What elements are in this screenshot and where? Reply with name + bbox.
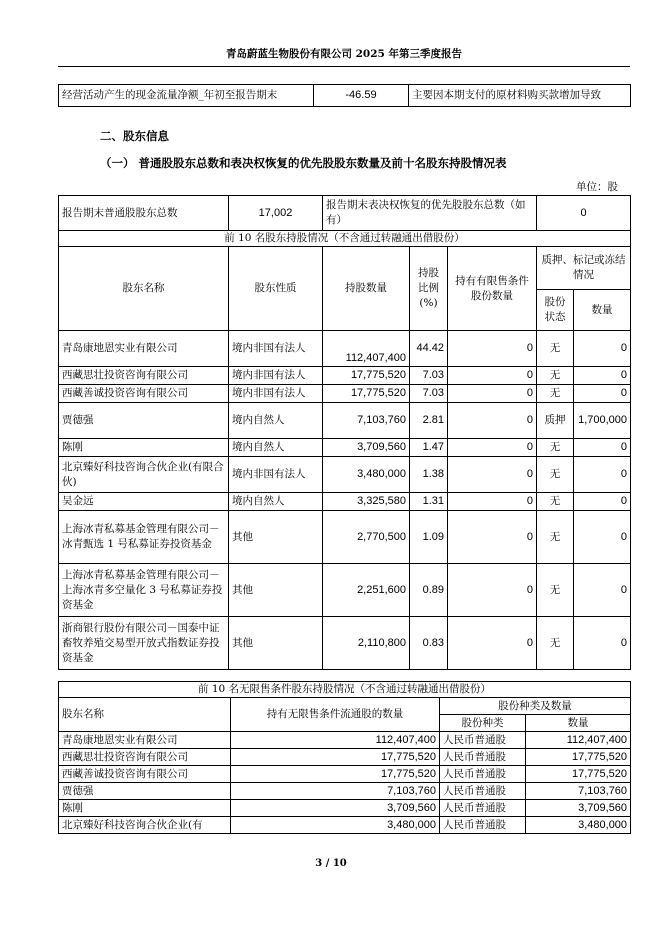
holding-qty-cell: 112,407,400 bbox=[323, 331, 410, 367]
section-subtitle: （一） 普通股股东总数和表决权恢复的优先股股东数量及前十名股东持股情况表 bbox=[100, 156, 507, 170]
table-row bbox=[59, 457, 631, 493]
restricted-qty-cell: 0 bbox=[448, 439, 537, 457]
table-row bbox=[59, 817, 631, 834]
page-number: 3 / 10 bbox=[315, 858, 347, 869]
restricted-qty-cell: 0 bbox=[448, 403, 537, 439]
shareholder-nature-cell: 境内非国有法人 bbox=[229, 331, 323, 367]
section-title: 二、股东信息 bbox=[100, 129, 169, 143]
col-qty-header: 持股数量 bbox=[323, 247, 410, 331]
pledge-status-cell: 无 bbox=[537, 493, 574, 511]
u-share-type-cell: 人民币普通股 bbox=[440, 783, 526, 800]
u-share-count-cell: 17,775,520 bbox=[526, 749, 631, 766]
restricted-qty-cell: 0 bbox=[448, 564, 537, 617]
unit-label: 单位：股 bbox=[576, 181, 618, 193]
restricted-qty-cell: 0 bbox=[448, 617, 537, 670]
unrestricted-shareholders-table bbox=[58, 681, 631, 834]
restricted-qty-cell: 0 bbox=[448, 511, 537, 564]
holding-ratio-cell: 44.42 bbox=[410, 331, 448, 367]
table-row bbox=[59, 439, 631, 457]
shareholder-nature-cell: 境内自然人 bbox=[229, 493, 323, 511]
shareholder-nature-cell: 境内自然人 bbox=[229, 439, 323, 457]
u-col-count-header: 数量 bbox=[526, 715, 631, 732]
holding-qty-cell: 2,251,600 bbox=[323, 564, 410, 617]
caption-row bbox=[59, 231, 631, 247]
table-row bbox=[59, 800, 631, 817]
table-row bbox=[59, 85, 631, 107]
holding-ratio-cell: 7.03 bbox=[410, 367, 448, 385]
u-shareholder-name-cell: 西藏思壮投资咨询有限公司 bbox=[59, 749, 231, 766]
pledge-status-cell: 无 bbox=[537, 385, 574, 403]
u-share-type-cell: 人民币普通股 bbox=[440, 800, 526, 817]
shareholder-nature-cell: 其他 bbox=[229, 564, 323, 617]
pref-holders-label: 报告期末表决权恢复的优先股股东总数（如有） bbox=[323, 196, 537, 231]
u-share-type-cell: 人民币普通股 bbox=[440, 732, 526, 749]
col-count-header: 数量 bbox=[574, 290, 631, 331]
table-row bbox=[59, 331, 631, 367]
holding-qty-cell: 3,480,000 bbox=[323, 457, 410, 493]
pledge-count-cell: 0 bbox=[574, 617, 631, 670]
table-row bbox=[59, 783, 631, 800]
shareholder-nature-cell: 其他 bbox=[229, 617, 323, 670]
u-share-count-cell: 17,775,520 bbox=[526, 766, 631, 783]
shareholder-name-cell: 浙商银行股份有限公司－国泰中证畜牧养殖交易型开放式指数证券投资基金 bbox=[59, 617, 229, 670]
u-share-type-cell: 人民币普通股 bbox=[440, 766, 526, 783]
holding-qty-cell: 3,709,560 bbox=[323, 439, 410, 457]
pref-holders-value: 0 bbox=[537, 196, 631, 231]
u-col-type-header: 股份种类 bbox=[440, 715, 526, 732]
holding-ratio-cell: 2.81 bbox=[410, 403, 448, 439]
pledge-count-cell: 0 bbox=[574, 331, 631, 367]
u-share-count-cell: 112,407,400 bbox=[526, 732, 631, 749]
table-row bbox=[59, 732, 631, 749]
holding-qty-cell: 2,110,800 bbox=[323, 617, 410, 670]
restricted-qty-cell: 0 bbox=[448, 385, 537, 403]
u-share-count-cell: 7,103,760 bbox=[526, 783, 631, 800]
pledge-count-cell: 0 bbox=[574, 385, 631, 403]
pledge-count-cell: 0 bbox=[574, 367, 631, 385]
cash-item-cell: 经营活动产生的现金流量净额_年初至报告期末 bbox=[59, 85, 314, 107]
u-col-type-group-header: 股份种类及数量 bbox=[440, 698, 631, 715]
col-name-header: 股东名称 bbox=[59, 247, 229, 331]
col-restricted-header: 持有有限售条件股份数量 bbox=[448, 247, 537, 331]
header-rule bbox=[58, 66, 630, 67]
u-holding-qty-cell: 3,709,560 bbox=[231, 800, 440, 817]
shareholder-name-cell: 吴金远 bbox=[59, 493, 229, 511]
pledge-count-cell: 0 bbox=[574, 457, 631, 493]
pledge-status-cell: 无 bbox=[537, 439, 574, 457]
restricted-qty-cell: 0 bbox=[448, 493, 537, 511]
shareholder-name-cell: 青岛康地恩实业有限公司 bbox=[59, 331, 229, 367]
u-holding-qty-cell: 7,103,760 bbox=[231, 783, 440, 800]
restricted-qty-cell: 0 bbox=[448, 367, 537, 385]
u-share-type-cell: 人民币普通股 bbox=[440, 817, 526, 834]
pledge-count-cell: 0 bbox=[574, 511, 631, 564]
shareholder-name-cell: 西藏善诚投资咨询有限公司 bbox=[59, 385, 229, 403]
col-nature-header: 股东性质 bbox=[229, 247, 323, 331]
pledge-status-cell: 无 bbox=[537, 331, 574, 367]
shareholder-name-cell: 上海冰青私募基金管理有限公司－上海冰青多空量化 3 号私募证券投资基金 bbox=[59, 564, 229, 617]
holding-ratio-cell: 0.89 bbox=[410, 564, 448, 617]
holding-ratio-cell: 0.83 bbox=[410, 617, 448, 670]
cash-value-cell: -46.59 bbox=[314, 85, 409, 107]
shareholder-nature-cell: 境内自然人 bbox=[229, 403, 323, 439]
u-shareholder-name-cell: 陈刚 bbox=[59, 800, 231, 817]
top10-shareholders-table bbox=[58, 195, 631, 670]
pledge-status-cell: 质押 bbox=[537, 403, 574, 439]
table-row bbox=[59, 511, 631, 564]
page-header: 青岛蔚蓝生物股份有限公司 2025 年第三季度报告 bbox=[225, 48, 463, 60]
shareholder-nature-cell: 境内非国有法人 bbox=[229, 457, 323, 493]
u-share-type-cell: 人民币普通股 bbox=[440, 749, 526, 766]
u-share-count-cell: 3,480,000 bbox=[526, 817, 631, 834]
header-row bbox=[59, 247, 631, 290]
u-shareholder-name-cell: 贾德强 bbox=[59, 783, 231, 800]
u-shareholder-name-cell: 西藏善诚投资咨询有限公司 bbox=[59, 766, 231, 783]
pledge-status-cell: 无 bbox=[537, 617, 574, 670]
u-holding-qty-cell: 112,407,400 bbox=[231, 732, 440, 749]
table-row bbox=[59, 749, 631, 766]
u-holding-qty-cell: 17,775,520 bbox=[231, 749, 440, 766]
shareholder-nature-cell: 其他 bbox=[229, 511, 323, 564]
pledge-status-cell: 无 bbox=[537, 511, 574, 564]
shareholder-nature-cell: 境内非国有法人 bbox=[229, 367, 323, 385]
holding-ratio-cell: 1.09 bbox=[410, 511, 448, 564]
top10-caption: 前 10 名股东持股情况（不含通过转融通出借股份） bbox=[59, 231, 631, 247]
table-row bbox=[59, 403, 631, 439]
total-holders-label: 报告期末普通股股东总数 bbox=[59, 196, 229, 231]
shareholder-name-cell: 贾德强 bbox=[59, 403, 229, 439]
table-row bbox=[59, 564, 631, 617]
restricted-qty-cell: 0 bbox=[448, 331, 537, 367]
u-shareholder-name-cell: 北京臻好科技咨询合伙企业(有 bbox=[59, 817, 231, 834]
pledge-status-cell: 无 bbox=[537, 457, 574, 493]
holding-ratio-cell: 1.31 bbox=[410, 493, 448, 511]
pledge-status-cell: 无 bbox=[537, 367, 574, 385]
holding-qty-cell: 17,775,520 bbox=[323, 385, 410, 403]
table-row bbox=[59, 367, 631, 385]
table-row bbox=[59, 617, 631, 670]
u-holding-qty-cell: 3,480,000 bbox=[231, 817, 440, 834]
col-pledge-header: 质押、标记或冻结情况 bbox=[537, 247, 631, 290]
shareholder-name-cell: 上海冰青私募基金管理有限公司－冰青甄选 1 号私募证券投资基金 bbox=[59, 511, 229, 564]
table-row bbox=[59, 385, 631, 403]
shareholder-name-cell: 西藏思壮投资咨询有限公司 bbox=[59, 367, 229, 385]
holding-ratio-cell: 7.03 bbox=[410, 385, 448, 403]
pledge-count-cell: 0 bbox=[574, 493, 631, 511]
cash-reason-cell: 主要因本期支付的原材料购买款增加导致 bbox=[409, 85, 631, 107]
pledge-count-cell: 0 bbox=[574, 439, 631, 457]
total-holders-value: 17,002 bbox=[229, 196, 323, 231]
table-row bbox=[59, 766, 631, 783]
shareholder-name-cell: 陈刚 bbox=[59, 439, 229, 457]
u-col-qty-header: 持有无限售条件流通股的数量 bbox=[231, 698, 440, 732]
shareholder-nature-cell: 境内非国有法人 bbox=[229, 385, 323, 403]
table-row bbox=[59, 493, 631, 511]
shareholder-name-cell: 北京臻好科技咨询合伙企业(有限合伙) bbox=[59, 457, 229, 493]
col-status-header: 股份状态 bbox=[537, 290, 574, 331]
pledge-count-cell: 1,700,000 bbox=[574, 403, 631, 439]
restricted-qty-cell: 0 bbox=[448, 457, 537, 493]
cash-flow-table bbox=[58, 84, 631, 107]
col-ratio-header: 持股比例(%) bbox=[410, 247, 448, 331]
u-shareholder-name-cell: 青岛康地恩实业有限公司 bbox=[59, 732, 231, 749]
u-col-name-header: 股东名称 bbox=[59, 698, 231, 732]
u-share-count-cell: 3,709,560 bbox=[526, 800, 631, 817]
holding-ratio-cell: 1.47 bbox=[410, 439, 448, 457]
pledge-status-cell: 无 bbox=[537, 564, 574, 617]
summary-row bbox=[59, 196, 631, 231]
holding-qty-cell: 2,770,500 bbox=[323, 511, 410, 564]
pledge-count-cell: 0 bbox=[574, 564, 631, 617]
holding-qty-cell: 17,775,520 bbox=[323, 367, 410, 385]
u-holding-qty-cell: 17,775,520 bbox=[231, 766, 440, 783]
caption-row bbox=[59, 682, 631, 698]
holding-ratio-cell: 1.38 bbox=[410, 457, 448, 493]
holding-qty-cell: 7,103,760 bbox=[323, 403, 410, 439]
unrestricted-caption: 前 10 名无限售条件股东持股情况（不含通过转融通出借股份） bbox=[59, 682, 631, 698]
holding-qty-cell: 3,325,580 bbox=[323, 493, 410, 511]
header-row bbox=[59, 698, 631, 715]
